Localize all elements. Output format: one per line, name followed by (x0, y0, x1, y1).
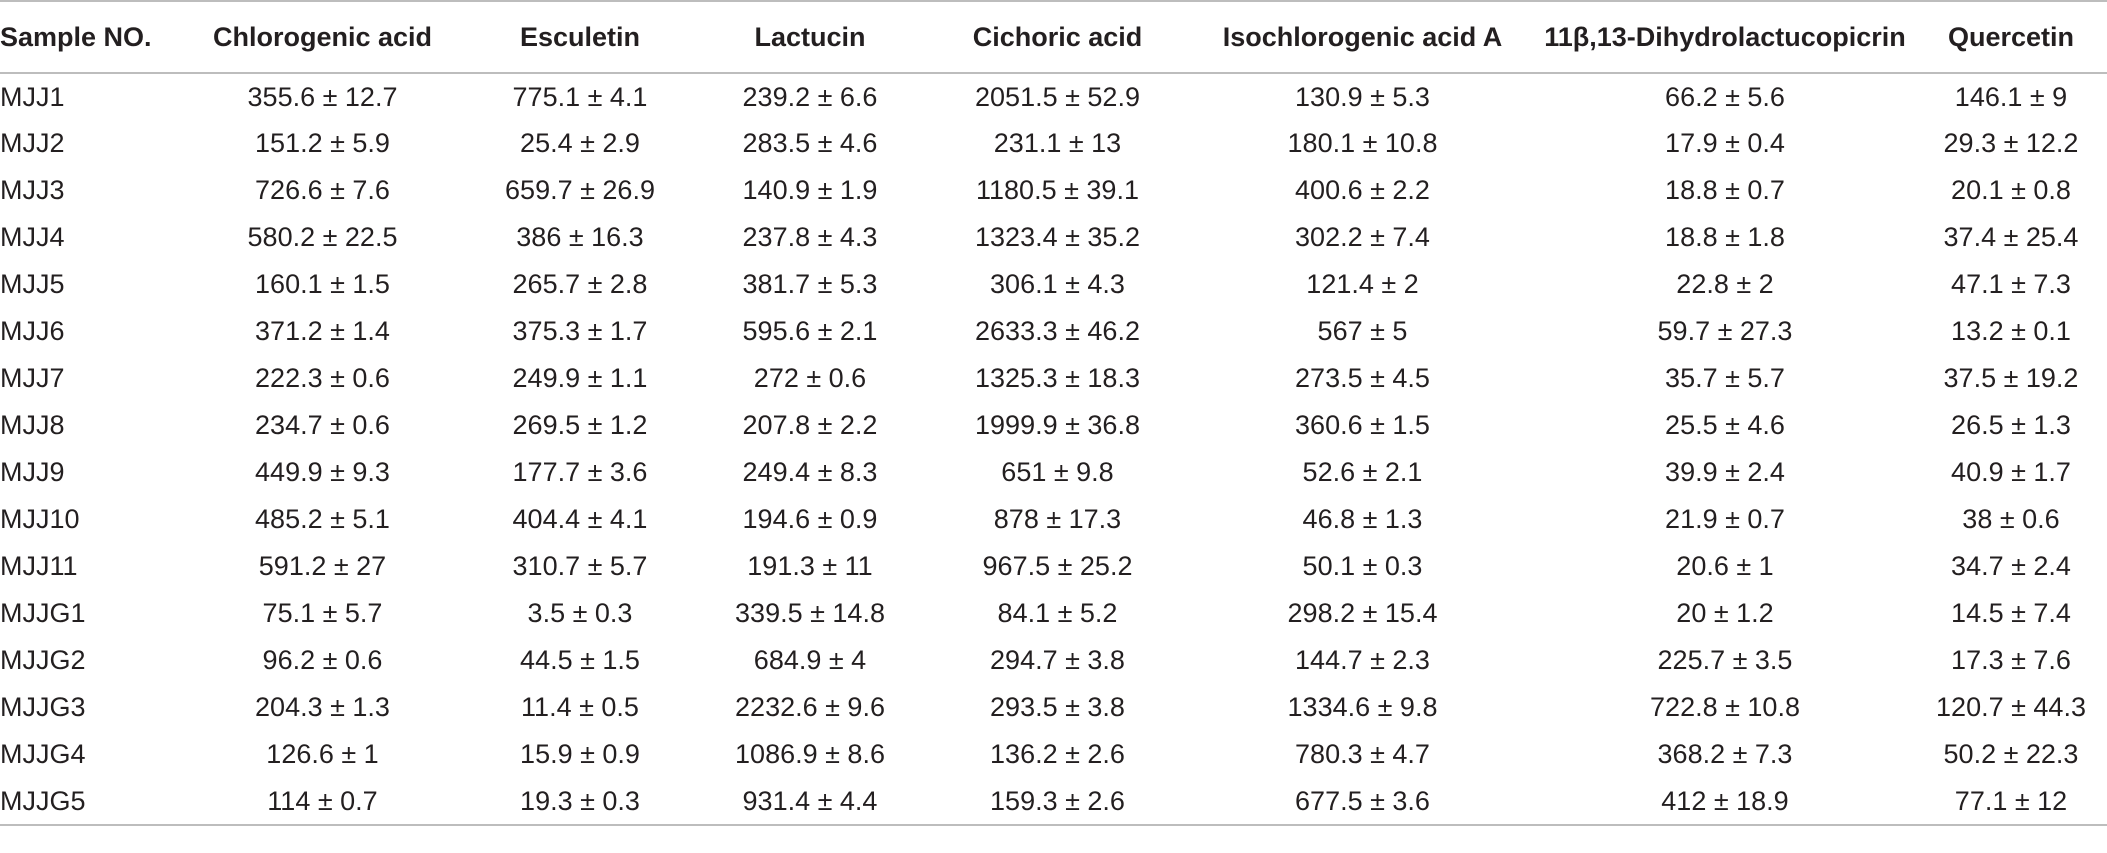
sample-id-cell: MJJ9 (0, 457, 65, 487)
measurement-cell: 222.3 ± 0.6 (255, 363, 390, 393)
measurement-cell: 2633.3 ± 46.2 (975, 316, 1140, 346)
measurement-cell: 84.1 ± 5.2 (997, 598, 1118, 628)
table-row (0, 496, 2107, 543)
measurement-cell: 114 ± 0.7 (180, 778, 465, 825)
sample-id-cell: MJJG4 (0, 739, 86, 769)
measurement-cell: 449.9 ± 9.3 (255, 457, 390, 487)
measurement-cell: 207.8 ± 2.2 (742, 410, 878, 440)
table-row (0, 355, 2107, 402)
measurement-cell: 25.4 ± 2.9 (520, 128, 640, 158)
measurement-cell: 18.8 ± 0.7 (1665, 175, 1785, 205)
measurement-cell: 775.1 ± 4.1 (512, 81, 648, 112)
sample-id-cell: MJJ10 (0, 504, 80, 534)
measurement-cell: 44.5 ± 1.5 (520, 645, 640, 675)
sample-id-cell: MJJ3 (0, 175, 65, 205)
measurement-cell: 368.2 ± 7.3 (1657, 739, 1793, 769)
measurement-cell: 18.8 ± 1.8 (1665, 222, 1785, 252)
table-row (0, 590, 2107, 637)
table-row (0, 449, 2107, 496)
measurement-cell: 684.9 ± 4 (753, 645, 867, 675)
measurement-cell: 878 ± 17.3 (993, 504, 1122, 534)
table-row (0, 637, 2107, 684)
measurement-cell: 25.5 ± 4.6 (1665, 410, 1785, 440)
measurement-cell: 20.6 ± 1 (1676, 551, 1774, 581)
measurement-cell: 375.3 ± 1.7 (512, 316, 648, 346)
sample-id-cell: MJJ4 (0, 222, 65, 252)
measurement-cell: 15.9 ± 0.9 (520, 739, 640, 769)
header-row (0, 1, 2107, 73)
measurement-cell: 26.5 ± 1.3 (1951, 410, 2071, 440)
measurement-cell: 38 ± 0.6 (1962, 504, 2060, 534)
sample-id-cell: MJJG5 (0, 778, 180, 825)
measurement-cell: 194.6 ± 0.9 (742, 504, 878, 534)
sample-id-cell: MJJ5 (0, 269, 65, 299)
measurement-cell: 298.2 ± 15.4 (1287, 598, 1438, 628)
measurement-cell: 144.7 ± 2.3 (1295, 645, 1430, 675)
measurement-cell: 595.6 ± 2.1 (742, 316, 878, 346)
measurement-cell: 21.9 ± 0.7 (1665, 504, 1785, 534)
column-header: Cichoric acid (925, 1, 1190, 73)
table-row (0, 778, 2107, 825)
measurement-cell: 121.4 ± 2 (1306, 269, 1419, 299)
measurement-cell: 726.6 ± 7.6 (255, 175, 390, 205)
table-row (0, 73, 2107, 120)
measurement-cell: 126.6 ± 1 (266, 739, 379, 769)
measurement-cell: 404.4 ± 4.1 (512, 504, 648, 534)
measurement-cell: 237.8 ± 4.3 (742, 222, 878, 252)
measurement-cell: 306.1 ± 4.3 (990, 269, 1125, 299)
measurement-cell: 13.2 ± 0.1 (1951, 316, 2071, 346)
column-header: Lactucin (695, 1, 925, 73)
measurement-cell: 14.5 ± 7.4 (1951, 598, 2071, 628)
sample-id-cell: MJJ6 (0, 316, 65, 346)
measurement-cell: 1325.3 ± 18.3 (975, 363, 1140, 393)
table-row (0, 308, 2107, 355)
table-row (0, 684, 2107, 731)
table-row (0, 261, 2107, 308)
measurement-cell: 47.1 ± 7.3 (1951, 269, 2071, 299)
measurement-cell: 567 ± 5 (1317, 316, 1408, 346)
measurement-cell: 180.1 ± 10.8 (1287, 128, 1438, 158)
measurement-cell: 1334.6 ± 9.8 (1287, 692, 1438, 722)
measurement-cell: 160.1 ± 1.5 (255, 269, 390, 299)
measurement-cell: 386 ± 16.3 (516, 222, 644, 252)
measurement-cell: 39.9 ± 2.4 (1665, 457, 1785, 487)
sample-id-cell: MJJG3 (0, 692, 86, 722)
measurement-cell: 294.7 ± 3.8 (990, 645, 1125, 675)
measurement-cell: 177.7 ± 3.6 (512, 457, 648, 487)
measurement-cell: 580.2 ± 22.5 (247, 222, 398, 252)
column-header: Sample NO. (0, 1, 180, 73)
sample-id-cell: MJJ7 (0, 363, 65, 393)
measurement-cell: 371.2 ± 1.4 (255, 316, 390, 346)
measurement-cell: 1999.9 ± 36.8 (975, 410, 1140, 440)
measurement-cell: 249.9 ± 1.1 (512, 363, 648, 393)
sample-id-cell: MJJ8 (0, 410, 65, 440)
measurement-cell: 2051.5 ± 52.9 (975, 81, 1140, 112)
measurement-cell: 77.1 ± 12 (1915, 778, 2107, 825)
measurement-cell: 412 ± 18.9 (1535, 778, 1915, 825)
measurement-cell: 191.3 ± 11 (747, 551, 873, 581)
measurement-cell: 659.7 ± 26.9 (505, 175, 655, 205)
measurement-cell: 339.5 ± 14.8 (735, 598, 885, 628)
measurement-cell: 35.7 ± 5.7 (1665, 363, 1785, 393)
measurement-cell: 239.2 ± 6.6 (742, 81, 878, 112)
measurement-cell: 780.3 ± 4.7 (1295, 739, 1430, 769)
sample-id-cell: MJJ11 (0, 551, 78, 581)
measurement-cell: 59.7 ± 27.3 (1657, 316, 1793, 346)
measurement-cell: 40.9 ± 1.7 (1951, 457, 2071, 487)
table-row (0, 167, 2107, 214)
measurement-cell: 159.3 ± 2.6 (925, 778, 1190, 825)
measurement-cell: 1180.5 ± 39.1 (976, 175, 1139, 205)
measurement-cell: 722.8 ± 10.8 (1650, 692, 1800, 722)
measurement-cell: 20 ± 1.2 (1676, 598, 1774, 628)
measurement-cell: 269.5 ± 1.2 (512, 410, 648, 440)
measurement-cell: 140.9 ± 1.9 (742, 175, 878, 205)
measurement-cell: 120.7 ± 44.3 (1936, 692, 2086, 722)
measurement-cell: 20.1 ± 0.8 (1951, 175, 2071, 205)
table-header (0, 1, 2107, 73)
measurement-cell: 225.7 ± 3.5 (1657, 645, 1793, 675)
table-row (0, 543, 2107, 590)
measurement-cell: 273.5 ± 4.5 (1295, 363, 1430, 393)
measurement-cell: 283.5 ± 4.6 (742, 128, 878, 158)
measurement-cell: 265.7 ± 2.8 (512, 269, 648, 299)
sample-id-cell: MJJ1 (0, 81, 65, 112)
measurement-cell: 591.2 ± 27 (258, 551, 387, 581)
measurement-cell: 50.1 ± 0.3 (1302, 551, 1423, 581)
sample-id-cell: MJJG2 (0, 645, 86, 675)
table-row (0, 120, 2107, 167)
measurement-cell: 381.7 ± 5.3 (742, 269, 878, 299)
measurement-cell: 651 ± 9.8 (1001, 457, 1114, 487)
measurement-cell: 249.4 ± 8.3 (742, 457, 878, 487)
measurement-cell: 50.2 ± 22.3 (1943, 739, 2079, 769)
measurement-cell: 29.3 ± 12.2 (1943, 128, 2079, 158)
measurement-cell: 151.2 ± 5.9 (255, 128, 390, 158)
measurement-cell: 146.1 ± 9 (1954, 81, 2068, 112)
measurement-cell: 231.1 ± 13 (993, 128, 1122, 158)
measurement-cell: 1086.9 ± 8.6 (735, 739, 885, 769)
measurement-cell: 204.3 ± 1.3 (255, 692, 390, 722)
column-header: Quercetin (1915, 1, 2107, 73)
measurement-cell: 19.3 ± 0.3 (465, 778, 695, 825)
measurement-cell: 355.6 ± 12.7 (247, 81, 398, 112)
measurement-cell: 2232.6 ± 9.6 (735, 692, 885, 722)
measurement-cell: 967.5 ± 25.2 (982, 551, 1133, 581)
measurement-cell: 931.4 ± 4.4 (695, 778, 925, 825)
measurement-cell: 485.2 ± 5.1 (255, 504, 390, 534)
measurement-cell: 136.2 ± 2.6 (990, 739, 1125, 769)
sample-id-cell: MJJG1 (0, 598, 86, 628)
measurement-cell: 3.5 ± 0.3 (527, 598, 633, 628)
measurement-cell: 310.7 ± 5.7 (512, 551, 648, 581)
table-row (0, 214, 2107, 261)
column-header: Isochlorogenic acid A (1190, 1, 1535, 73)
table-row (0, 731, 2107, 778)
measurement-cell: 46.8 ± 1.3 (1302, 504, 1423, 534)
measurement-cell: 75.1 ± 5.7 (262, 598, 383, 628)
measurement-cell: 302.2 ± 7.4 (1295, 222, 1430, 252)
measurement-cell: 272 ± 0.6 (753, 363, 867, 393)
measurement-cell: 37.5 ± 19.2 (1943, 363, 2079, 393)
measurement-cell: 52.6 ± 2.1 (1302, 457, 1423, 487)
measurement-cell: 1323.4 ± 35.2 (975, 222, 1140, 252)
measurement-cell: 400.6 ± 2.2 (1295, 175, 1430, 205)
column-header: Chlorogenic acid (180, 1, 465, 73)
table-body (0, 73, 2107, 825)
measurement-cell: 66.2 ± 5.6 (1665, 81, 1785, 112)
measurement-cell: 17.3 ± 7.6 (1951, 645, 2071, 675)
measurement-cell: 37.4 ± 25.4 (1943, 222, 2079, 252)
table-row (0, 402, 2107, 449)
column-header: 11β,13-Dihydrolactucopicrin (1535, 1, 1915, 73)
measurement-cell: 96.2 ± 0.6 (262, 645, 383, 675)
measurement-cell: 11.4 ± 0.5 (521, 692, 639, 722)
measurement-cell: 17.9 ± 0.4 (1665, 128, 1785, 158)
column-header: Esculetin (465, 1, 695, 73)
sample-id-cell: MJJ2 (0, 128, 65, 158)
measurement-cell: 360.6 ± 1.5 (1295, 410, 1430, 440)
measurement-cell: 677.5 ± 3.6 (1190, 778, 1535, 825)
measurement-cell: 34.7 ± 2.4 (1951, 551, 2071, 581)
measurement-cell: 293.5 ± 3.8 (990, 692, 1125, 722)
measurement-cell: 130.9 ± 5.3 (1295, 81, 1430, 112)
measurement-cell: 22.8 ± 2 (1676, 269, 1774, 299)
measurement-cell: 234.7 ± 0.6 (255, 410, 390, 440)
